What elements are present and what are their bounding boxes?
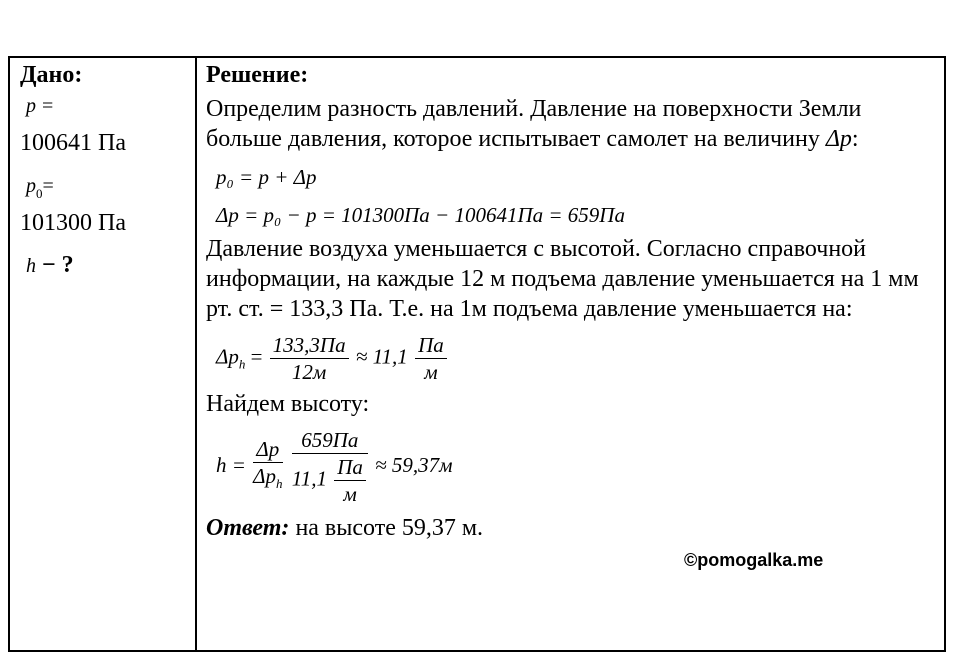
h-symbol: h bbox=[26, 255, 36, 277]
given-h bbox=[20, 250, 190, 280]
answer-line bbox=[206, 513, 931, 543]
para1-colon: : bbox=[851, 126, 859, 152]
para1-text: Определим разность давлений. Давление на поверхности Земли больше давления, которое испытывает самолет на величину bbox=[206, 96, 862, 152]
formula-delta-p: Δp = p₀ − p = 101300Па − 100641Па = 659Па bbox=[216, 203, 625, 227]
f3-unit-fraction bbox=[415, 332, 447, 385]
paragraph-altitude: Давление воздуха уменьшается с высотой. Согласно справочной информации, на каждые 12 м подъема давление уменьшается на 1 мм рт. ст. = 133,3 Па. Т.е. на 1м подъема давление уменьшается на: bbox=[206, 236, 919, 322]
solution-heading: Решение: bbox=[206, 62, 309, 88]
f4-fraction-2 bbox=[292, 427, 368, 507]
f4-result: ≈ 59,37м bbox=[375, 452, 453, 477]
p-symbol: p bbox=[26, 95, 36, 117]
formula-height bbox=[216, 427, 931, 507]
f3-fraction bbox=[270, 332, 349, 385]
given-column bbox=[20, 60, 190, 280]
given-p bbox=[20, 90, 190, 120]
f3-lhs-sub: h bbox=[238, 356, 246, 372]
f4-denominator-1: $\Delta p_h$ bbox=[253, 464, 283, 492]
p0-symbol: p bbox=[26, 175, 36, 197]
f4-lhs: h = bbox=[216, 452, 246, 477]
f4-inner-fraction: $\frac{Па}{м}$ bbox=[334, 454, 366, 507]
paragraph-pressure-difference bbox=[206, 94, 931, 154]
f4-numerator-1: Δp bbox=[253, 436, 282, 463]
p-value: 100641 Па bbox=[20, 130, 126, 156]
para1-symbol: Δp bbox=[825, 126, 852, 152]
f3-unit-denominator: м bbox=[424, 360, 438, 384]
f3-numerator: 133,3Па bbox=[270, 332, 349, 359]
f4-numerator-2: 659Па bbox=[292, 427, 368, 454]
watermark: ©pomogalka.me bbox=[684, 550, 824, 570]
given-p0 bbox=[20, 170, 190, 200]
paragraph-find-height: Найдем высоту: bbox=[206, 391, 370, 417]
p-equals: = bbox=[42, 95, 54, 117]
answer-text: на высоте 59,37 м. bbox=[289, 515, 484, 541]
formula-delta-ph: $\Delta p_h$ = $\frac{133,3Па}{12м}$ ≈ 11,1 $\frac{Па}{м}$ bbox=[216, 332, 931, 385]
p0-subscript: 0 bbox=[36, 185, 43, 201]
p0-value: 101300 Па bbox=[20, 210, 126, 236]
given-heading: Дано: bbox=[20, 62, 83, 88]
answer-label: Ответ: bbox=[206, 515, 290, 541]
f3-unit-numerator: Па bbox=[415, 332, 447, 359]
f4-denominator-2: 11,1 $\frac{Па}{м}$ bbox=[292, 454, 368, 507]
h-question: − ? bbox=[42, 252, 74, 278]
f3-lhs: Δp bbox=[216, 344, 239, 369]
formula-p0: p₀ = p + Δp bbox=[216, 165, 317, 189]
column-divider bbox=[195, 58, 197, 650]
f3-denominator: 12м bbox=[291, 360, 327, 384]
p0-equals: = bbox=[42, 175, 54, 197]
f3-approx: ≈ 11,1 bbox=[355, 344, 408, 369]
solution-column bbox=[206, 60, 931, 543]
f4-fraction-1 bbox=[253, 436, 282, 497]
